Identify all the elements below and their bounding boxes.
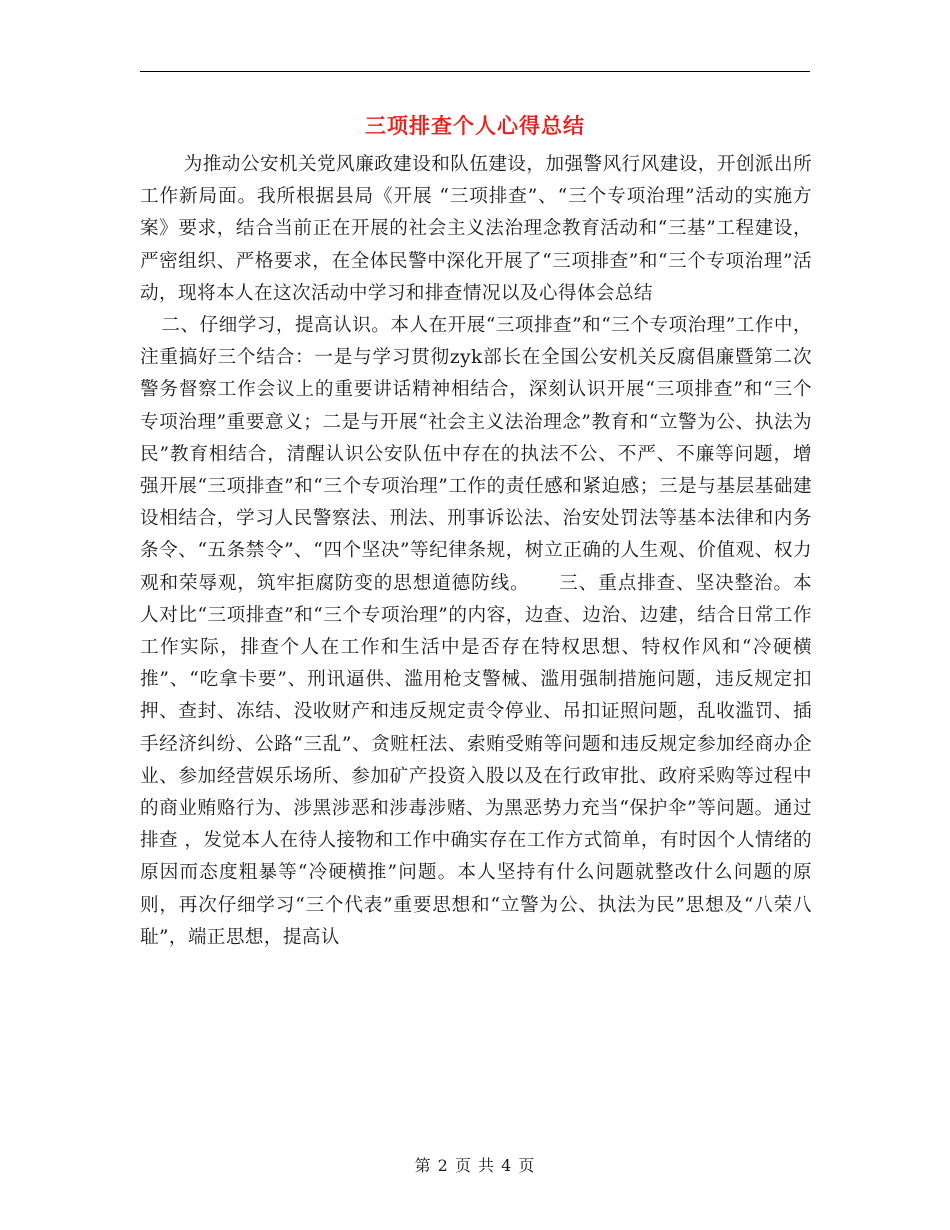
document-title: 三项排查个人心得总结	[365, 113, 585, 138]
header-rule	[140, 71, 810, 72]
paragraph-study-and-inspection: 二、仔细学习，提高认识。本人在开展“三项排查”和“三个专项治理”工作中，注重搞好三个结合：一是与学习贯彻zyk部长在全国公安机关反腐倡廉暨第二次警务督察工作会议上的重要讲话精神相结合，深刻认识开展“三项排查”和“三个专项治理”重要意义；二是与开展“社会主义法治理念”教育和“立警为公、执法为民”教育相结合，清醒认识公安队伍中存在的执法不公、不严、不廉等问题，增强开展“三项排查”和“三个专项治理”工作的责任感和紧迫感；三是与基层基础建设相结合，学习人民警察法、刑法、刑事诉讼法、治安处罚法等基本法律和内务条令、“五条禁令”、“四个坚决”等纪律条规，树立正确的人生观、价值观、权力观和荣辱观，筑牢拒腐防变的思想道德防线。 三、重点排查、坚决整治。本人对比“三项排查”和“三个专项治理”的内容，边查、边治、边建，结合日常工作工作实际，排查个人在工作和生活中是否存在特权思想、特权作风和“冷硬横推”、“吃拿卡要”、刑讯逼供、滥用枪支警械、滥用强制措施问题，违反规定扣押、查封、冻结、没收财产和违反规定责令停业、吊扣证照问题，乱收滥罚、插手经济纠纷、公路“三乱”、贪赃枉法、索贿受贿等问题和违反规定参加经商办企业、参加经营娱乐场所、参加矿产投资入股以及在行政审批、政府采购等过程中的商业贿赂行为、涉黑涉恶和涉毒涉赌、为黑恶势力充当“保护伞”等问题。通过排查 ，发觉本人在待人接物和工作中确实存在工作方式简单，有时因个人情绪的原因而态度粗暴等“冷硬横推”问题。本人坚持有什么问题就整改什么问题的原则，再次仔细学习“三个代表”重要思想和“立警为公、执法为民”思想及“八荣八耻”，端正思想，提高认	[140, 315, 812, 948]
document-body	[140, 149, 812, 954]
paragraph-intro: 为推动公安机关党风廉政建设和队伍建设，加强警风行风建设，开创派出所工作新局面。我所根据县局《开展 “三项排查”、“三个专项治理”活动的实施方案》要求，结合当前正在开展的社会主义法治理念教育活动和“三基”工程建设，严密组织、严格要求，在全体民警中深化开展了“三项排查”和“三个专项治理”活动，现将本人在这次活动中学习和排查情况以及心得体会总结	[140, 154, 813, 304]
page-number-footer: 第 2 页 共 4 页	[414, 1156, 536, 1175]
